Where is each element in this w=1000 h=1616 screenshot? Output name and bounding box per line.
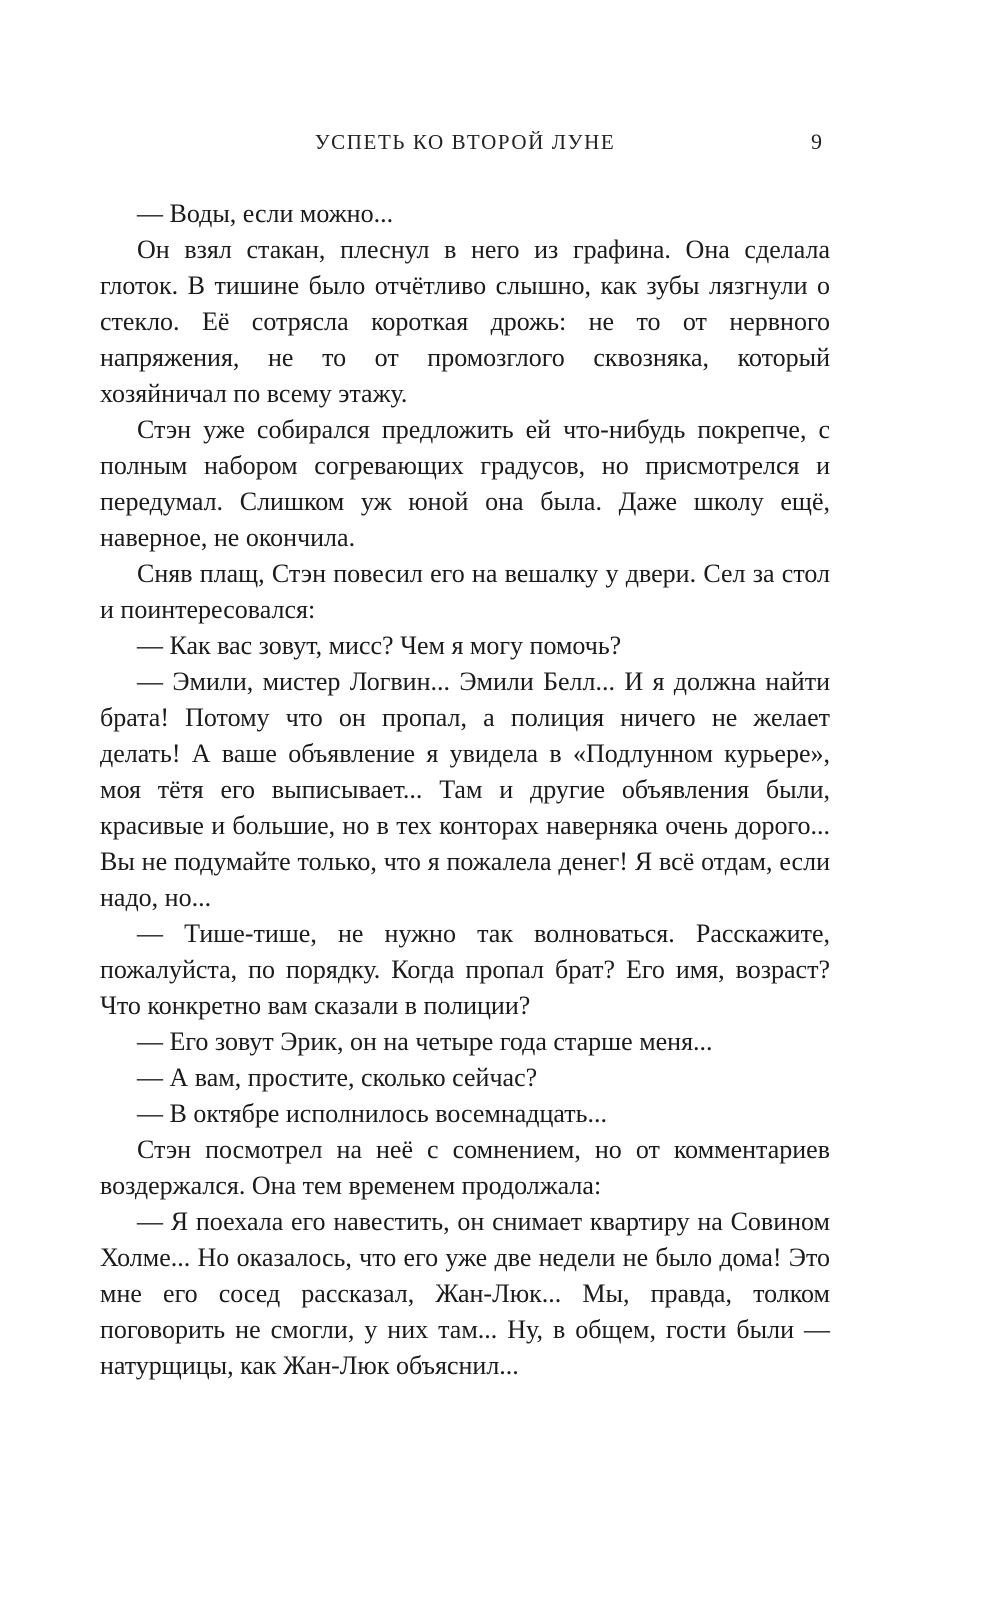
paragraph: Сняв плащ, Стэн повесил его на вешалку у двери. Сел за стол и поинтересовался: (100, 559, 830, 624)
paragraph: Стэн посмотрел на неё с сомнением, но от комментариев воздержался. Она тем временем продолжала: (100, 1135, 830, 1200)
paragraph: Стэн уже собирался предложить ей что-нибудь покрепче, с полным набором согревающих градусов, но присмотрелся и передумал. Слишком уж юной она была. Даже школу ещё, наверное, не окончила. (100, 415, 830, 552)
paragraph: — Воды, если можно... (137, 199, 394, 228)
running-title: УСПЕТЬ КО ВТОРОЙ ЛУНЕ (314, 130, 616, 154)
paragraph: Он взял стакан, плеснул в него из графина. Она сделала глоток. В тишине было отчётливо слышно, как зубы лязгнули о стекло. Её сотрясла короткая дрожь: не то от нервного напряжения, не то от промозглого сквозняка, который хозяйничал по всему этажу. (100, 235, 830, 408)
paragraph: — Эмили, мистер Логвин... Эмили Белл... И я должна найти брата! Потому что он пропал, а полиция ничего не желает делать! А ваше объявление я увидела в «Подлунном курьере», моя тётя его выписывает... Там и другие объявления были, красивые и большие, но в тех конторах наверняка очень дорого... Вы не подумайте только, что я пожалела денег! Я всё отдам, если надо, но... (100, 667, 830, 912)
paragraph: — Его зовут Эрик, он на четыре года старше меня... (137, 1027, 713, 1056)
running-header (100, 130, 830, 154)
paragraph: — В октябре исполнилось восемнадцать... (137, 1099, 608, 1128)
paragraph: — Как вас зовут, мисс? Чем я могу помочь? (137, 631, 622, 660)
body-text (100, 196, 830, 1384)
page-number: 9 (811, 129, 822, 154)
paragraph: — А вам, простите, сколько сейчас? (137, 1063, 538, 1092)
paragraph: — Тише-тише, не нужно так волноваться. Расскажите, пожалуйста, по порядку. Когда пропал брат? Его имя, возраст? Что конкретно вам сказали в полиции? (100, 919, 830, 1020)
paragraph: — Я поехала его навестить, он снимает квартиру на Совином Холме... Но оказалось, что его уже две недели не было дома! Это мне его сосед рассказал, Жан-Люк... Мы, правда, толком поговорить не смогли, у них там... Ну, в общем, гости были — натурщицы, как Жан-Люк объяснил... (100, 1207, 830, 1380)
